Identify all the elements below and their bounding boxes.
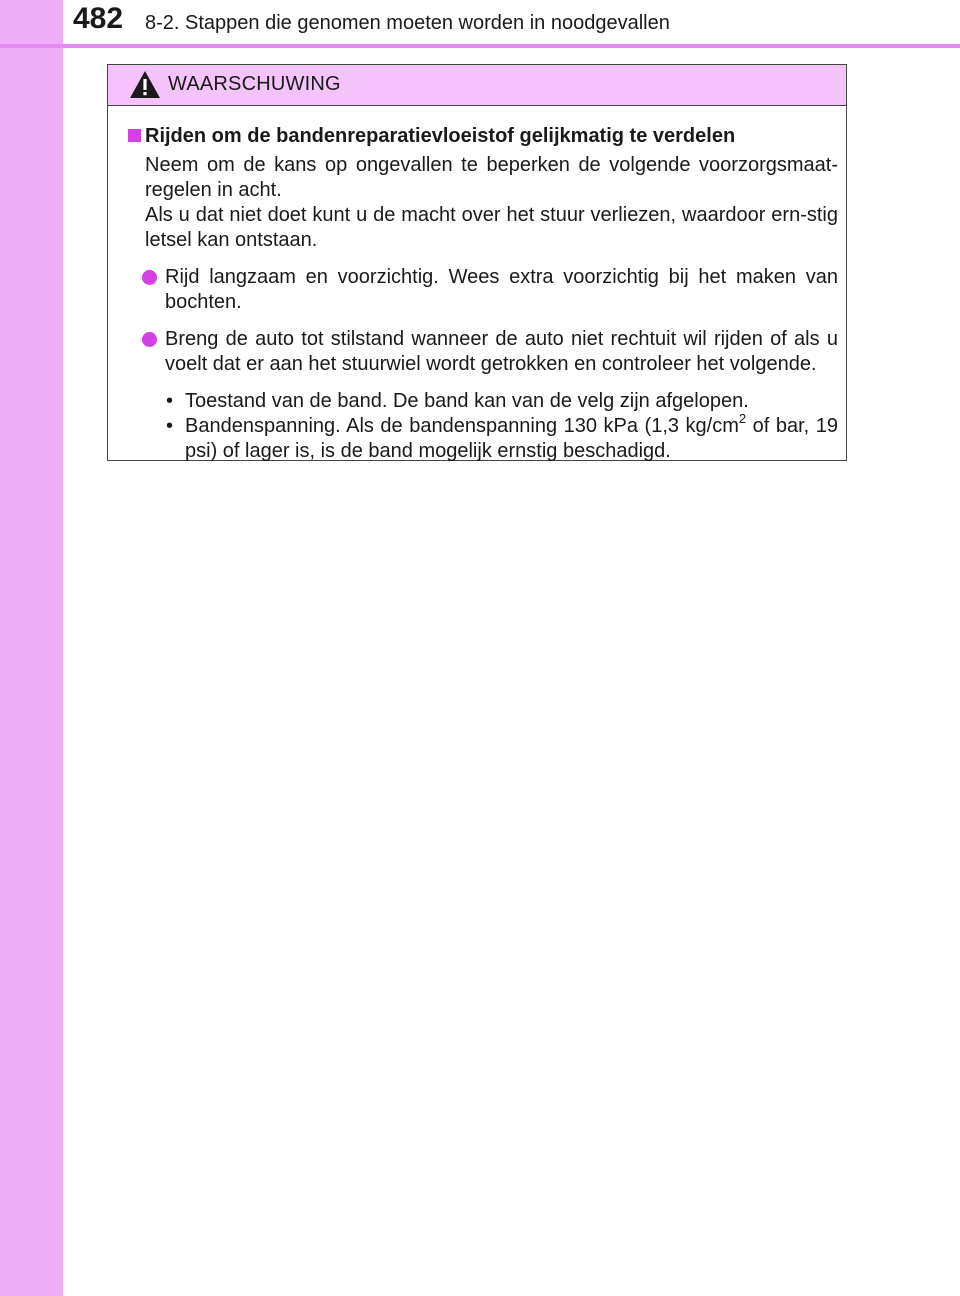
warning-heading-text: Rijden om de bandenreparatievloeistof gelijkmatig te verdelen bbox=[145, 125, 736, 147]
round-bullet-icon bbox=[142, 270, 157, 285]
warning-heading bbox=[130, 124, 838, 149]
warning-triangle-icon bbox=[128, 69, 162, 100]
side-color-band bbox=[0, 0, 63, 1296]
warning-header bbox=[108, 65, 846, 106]
sub-bullet-text-start: Bandenspanning. Als de bandenspanning 130 kPa (1,3 kg/cm bbox=[185, 415, 739, 437]
bullet-item bbox=[130, 327, 838, 377]
sub-bullet-mark: • bbox=[166, 390, 174, 412]
square-bullet-icon bbox=[128, 129, 141, 142]
bullet-item bbox=[130, 265, 838, 315]
page-number: 482 bbox=[73, 2, 124, 35]
round-bullet-icon bbox=[142, 332, 157, 347]
sub-bullet-text: Toestand van de band. De band kan van de velg zijn afgelopen. bbox=[185, 390, 749, 412]
bullet-text: Rijd langzaam en voorzichtig. Wees extra voorzichtig bij het maken van bochten. bbox=[165, 266, 838, 313]
sub-bullet-text bbox=[185, 411, 838, 462]
bullet-text: Breng de auto tot stilstand wanneer de auto niet rechtuit wil rijden of als u voelt dat er aan het stuurwiel wordt getrokken en controleer het volgende. bbox=[165, 328, 838, 375]
superscript: 2 bbox=[738, 411, 747, 426]
section-title: 8-2. Stappen die genomen moeten worden in noodgevallen bbox=[145, 12, 670, 34]
sub-bullet-text-end: of bar, 19 psi) of lager is, is de band mogelijk ernstig beschadigd. bbox=[185, 415, 838, 462]
warning-body bbox=[108, 106, 846, 464]
warning-title: WAARSCHUWING bbox=[168, 73, 341, 95]
header-rule bbox=[0, 44, 960, 48]
sub-bullet-item bbox=[130, 411, 838, 464]
warning-box bbox=[107, 64, 847, 461]
sub-bullet-item bbox=[130, 389, 838, 414]
intro-paragraph-2: Als u dat niet doet kunt u de macht over het stuur verliezen, waardoor ern-stig letsel kan ontstaan. bbox=[145, 204, 838, 251]
sub-bullet-mark: • bbox=[166, 415, 174, 437]
intro-paragraph-1: Neem om de kans op ongevallen te beperken de volgende voorzorgsmaat-regelen in acht. bbox=[145, 154, 838, 201]
